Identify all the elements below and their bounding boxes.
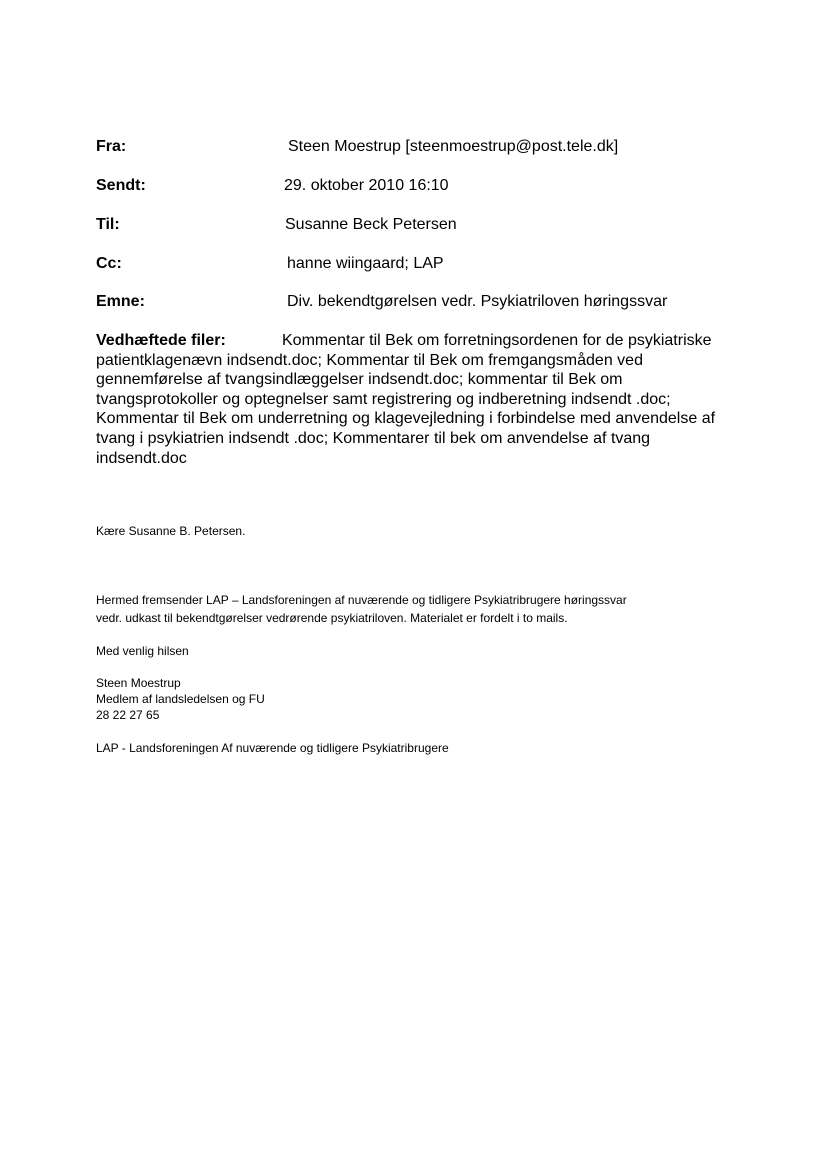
attachments-list: Kommentar til Bek om forretningsordenen for de psykiatriske patientklagenævn indsendt.doc; Kommentar til Bek om fremgangsmåden ved gennemførelse af tvangsindlæggelser indsendt.doc; kommentar til Bek om tvangsprotokoller og optegnelser samt registrering og indberetning indsendt .doc; Kommentar til Bek om underretning og klagevejledning i forbindelse med anvendelse af tvang i psykiatrien indsendt .doc; Kommentarer til bek om anvendelse af tvang indsendt.doc: [96, 332, 716, 467]
sent-value: 29. oktober 2010 16:10: [284, 177, 449, 194]
signature-name: Steen Moestrup: [96, 676, 181, 690]
attachments-block: [96, 331, 736, 468]
subject-label: Emne:: [96, 293, 145, 310]
signature-phone: 28 22 27 65: [96, 708, 160, 722]
cc-label: Cc:: [96, 255, 122, 272]
sent-label: Sendt:: [96, 177, 146, 194]
to-value: Susanne Beck Petersen: [285, 216, 457, 233]
from-value: Steen Moestrup [steenmoestrup@post.tele.dk]: [288, 138, 619, 155]
closing: Med venlig hilsen: [96, 644, 189, 658]
organization-name: LAP - Landsforeningen Af nuværende og tidligere Psykiatribrugere: [96, 741, 449, 755]
signature-role: Medlem af landsledelsen og FU: [96, 692, 265, 706]
message-line-2: vedr. udkast til bekendtgørelser vedrørende psykiatriloven. Materialet er fordelt i to mails.: [96, 611, 568, 625]
cc-value: hanne wiingaard; LAP: [287, 255, 444, 272]
message-line-1: Hermed fremsender LAP – Landsforeningen af nuværende og tidligere Psykiatribrugere høringssvar: [96, 593, 627, 607]
attachments-label: Vedhæftede filer:: [96, 332, 226, 349]
to-label: Til:: [96, 216, 120, 233]
subject-value: Div. bekendtgørelsen vedr. Psykiatriloven høringssvar: [287, 293, 668, 310]
from-label: Fra:: [96, 138, 127, 155]
greeting: Kære Susanne B. Petersen.: [96, 524, 246, 538]
